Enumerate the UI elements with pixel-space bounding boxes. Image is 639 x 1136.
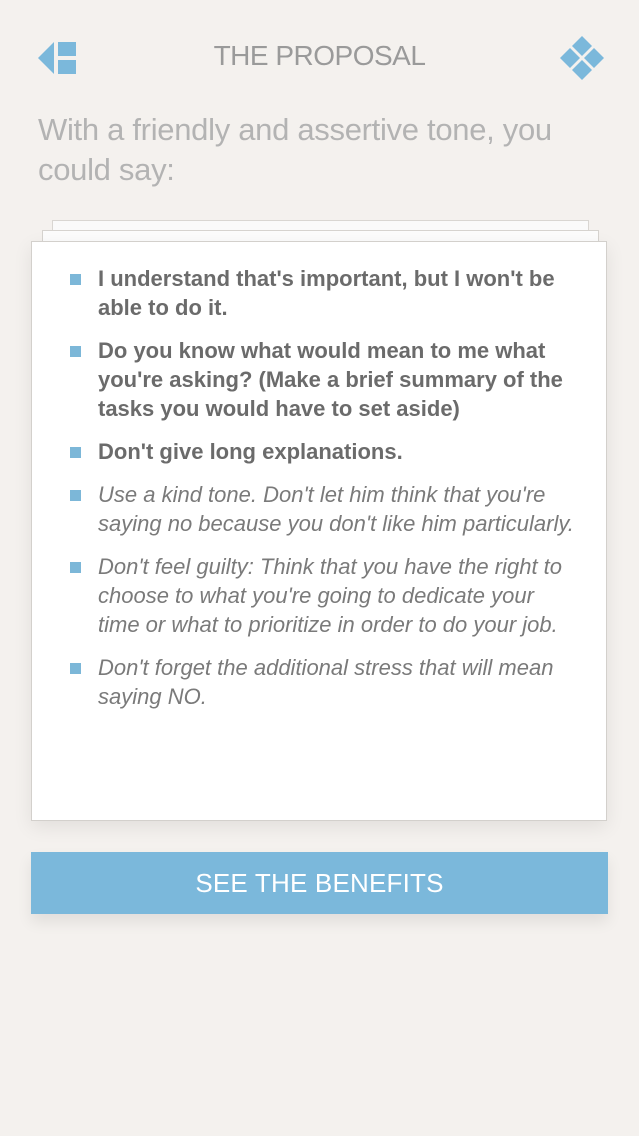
subtitle: With a friendly and assertive tone, you could say: bbox=[38, 112, 552, 187]
list-item-text: Use a kind tone. Don't let him think that you're saying no because you don't like him particularly. bbox=[98, 482, 574, 536]
see-benefits-button[interactable]: SEE THE BENEFITS bbox=[31, 852, 608, 914]
header bbox=[0, 0, 639, 118]
back-button[interactable] bbox=[38, 40, 78, 76]
tips-list bbox=[32, 242, 606, 711]
square-bullet-icon bbox=[70, 447, 81, 458]
list-item bbox=[70, 653, 576, 711]
diamond-grid-icon bbox=[560, 36, 604, 80]
list-item-text: Don't feel guilty: Think that you have the right to choose to what you're going to dedicate your time or what to prioritize in order to do your job. bbox=[98, 554, 563, 637]
page-title: THE PROPOSAL bbox=[213, 40, 426, 71]
list-item-text: I understand that's important, but I won't be able to do it. bbox=[98, 266, 555, 320]
list-item bbox=[70, 336, 576, 423]
list-item bbox=[70, 437, 576, 466]
square-bullet-icon bbox=[70, 274, 81, 285]
list-item-text: Do you know what would mean to me what you're asking? (Make a brief summary of the tasks you would have to set aside) bbox=[98, 338, 563, 421]
tips-card bbox=[31, 241, 607, 821]
list-item-text: Don't forget the additional stress that will mean saying NO. bbox=[98, 655, 554, 709]
back-arrow-icon bbox=[38, 40, 78, 76]
square-bullet-icon bbox=[70, 562, 81, 573]
square-bullet-icon bbox=[70, 663, 81, 674]
menu-button[interactable] bbox=[560, 36, 604, 80]
square-bullet-icon bbox=[70, 490, 81, 501]
list-item-text: Don't give long explanations. bbox=[98, 439, 403, 464]
list-item bbox=[70, 264, 576, 322]
list-item bbox=[70, 480, 576, 538]
list-item bbox=[70, 552, 576, 639]
square-bullet-icon bbox=[70, 346, 81, 357]
